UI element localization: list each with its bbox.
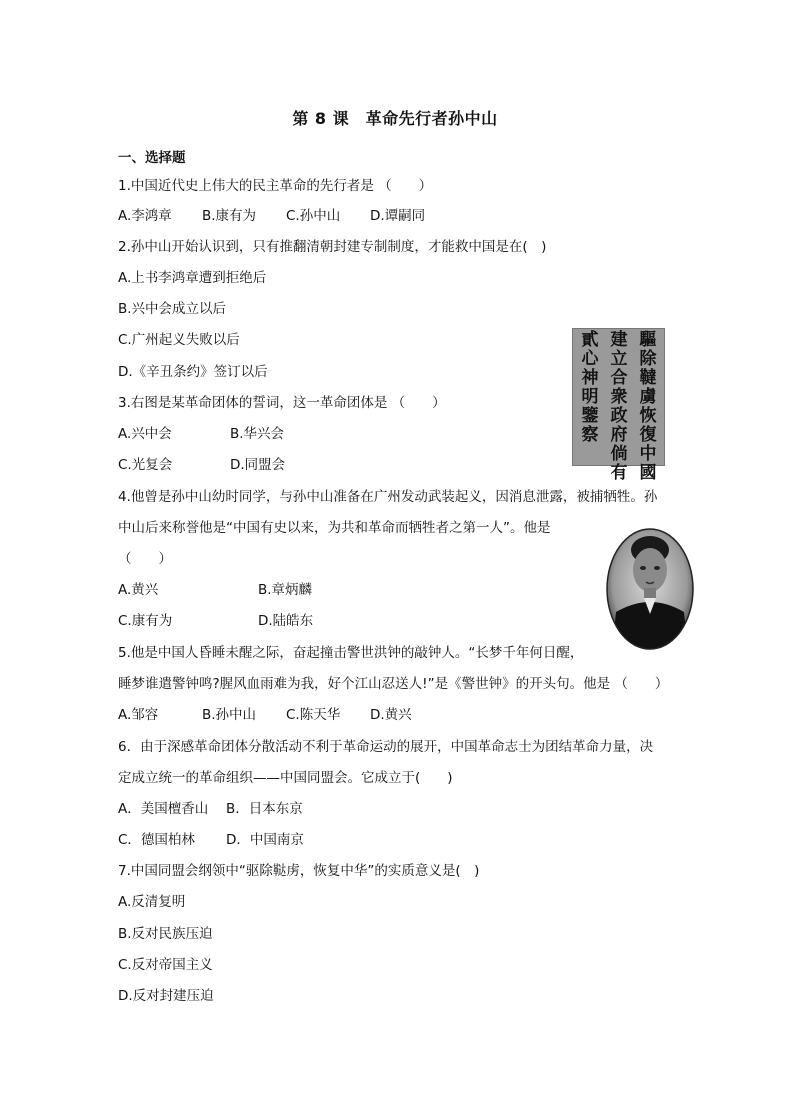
q6-option-c: C．德国柏林 bbox=[118, 832, 195, 848]
oath-column-3: 貳心神明鑒察 bbox=[581, 330, 599, 445]
oath-column-2: 建立合衆政府倘有 bbox=[610, 330, 628, 483]
q4-option-c: C.康有为 bbox=[118, 613, 173, 629]
q1-stem: 1.中国近代史上伟大的民主革命的先行者是 （ ） bbox=[118, 178, 433, 194]
q3-stem: 3.右图是某革命团体的誓词，这一革命团体是 （ ） bbox=[118, 395, 446, 411]
q4-option-d: D.陆皓东 bbox=[258, 613, 314, 629]
q3-option-c: C.光复会 bbox=[118, 457, 173, 473]
q5-stem-line1: 5.他是中国人昏睡未醒之际，奋起撞击警世洪钟的敲钟人。“长梦千年何日醒， bbox=[118, 645, 584, 661]
q2-stem: 2.孙中山开始认识到，只有推翻清朝封建专制制度，才能救中国是在( ) bbox=[118, 239, 547, 255]
q5-option-d: D.黄兴 bbox=[370, 707, 412, 723]
q1-option-c: C.孙中山 bbox=[286, 208, 341, 224]
q6-stem-line1: 6．由于深感革命团体分散活动不利于革命运动的展开，中国革命志士为团结革命力量，决 bbox=[118, 739, 654, 755]
q1-option-a: A.李鸿章 bbox=[118, 208, 172, 224]
q4-options-row2 bbox=[118, 611, 313, 631]
q5-option-a: A.邹容 bbox=[118, 707, 159, 723]
q3-option-b: B.华兴会 bbox=[230, 426, 285, 442]
oath-column-1: 驅除韃虜恢復中國 bbox=[639, 330, 657, 483]
q4-stem-line3: （ ） bbox=[118, 551, 172, 567]
q3-options-row1 bbox=[118, 424, 284, 444]
q1-option-d: D.谭嗣同 bbox=[370, 208, 426, 224]
q5-option-c: C.陈天华 bbox=[286, 707, 341, 723]
q2-option-d: D.《辛丑条约》签订以后 bbox=[118, 364, 268, 380]
portrait-photo bbox=[606, 528, 694, 650]
q7-option-c: C.反对帝国主义 bbox=[118, 957, 213, 973]
page-title: 第 8 课 革命先行者孙中山 bbox=[292, 109, 498, 128]
q4-stem-line2: 中山后来称誉他是“中国有史以来，为共和革命而牺牲者之第一人”。他是 bbox=[118, 520, 551, 536]
q3-option-d: D.同盟会 bbox=[230, 457, 286, 473]
q7-option-b: B.反对民族压迫 bbox=[118, 926, 213, 942]
q3-options-row2 bbox=[118, 455, 285, 475]
q3-option-a: A.兴中会 bbox=[118, 426, 172, 442]
q4-options-row1 bbox=[118, 580, 312, 600]
q1-option-b: B.康有为 bbox=[202, 208, 257, 224]
q7-option-d: D.反对封建压迫 bbox=[118, 988, 214, 1004]
q2-option-b: B.兴中会成立以后 bbox=[118, 301, 227, 317]
q6-option-d: D．中国南京 bbox=[226, 832, 304, 848]
q5-options bbox=[118, 705, 412, 725]
q2-option-c: C.广州起义失败以后 bbox=[118, 332, 240, 348]
q6-option-a: A．美国檀香山 bbox=[118, 801, 209, 817]
q6-option-b: B．日本东京 bbox=[226, 801, 303, 817]
q2-option-a: A.上书李鸿章遭到拒绝后 bbox=[118, 270, 267, 286]
q1-options bbox=[118, 206, 425, 226]
q4-option-b: B.章炳麟 bbox=[258, 582, 313, 598]
q6-options-row1 bbox=[118, 799, 303, 819]
q4-option-a: A.黄兴 bbox=[118, 582, 159, 598]
q5-stem-line2: 睡梦谁遣警钟鸣?腥风血雨难为我，好个江山忍送人!”是《警世钟》的开头句。他是 （ ） bbox=[118, 676, 669, 692]
q6-options-row2 bbox=[118, 830, 304, 850]
q7-stem: 7.中国同盟会纲领中“驱除鞑虏，恢复中华”的实质意义是( ) bbox=[118, 863, 480, 879]
q5-option-b: B.孙中山 bbox=[202, 707, 257, 723]
q4-stem-line1: 4.他曾是孙中山幼时同学，与孙中山准备在广州发动武装起义，因消息泄露，被捕牺牲。孙 bbox=[118, 489, 658, 505]
oath-calligraphy-image bbox=[572, 328, 665, 483]
q7-option-a: A.反清复明 bbox=[118, 894, 186, 910]
section-heading: 一、选择题 bbox=[118, 150, 186, 166]
q6-stem-line2: 定成立统一的革命组织——中国同盟会。它成立于( ) bbox=[118, 770, 453, 786]
